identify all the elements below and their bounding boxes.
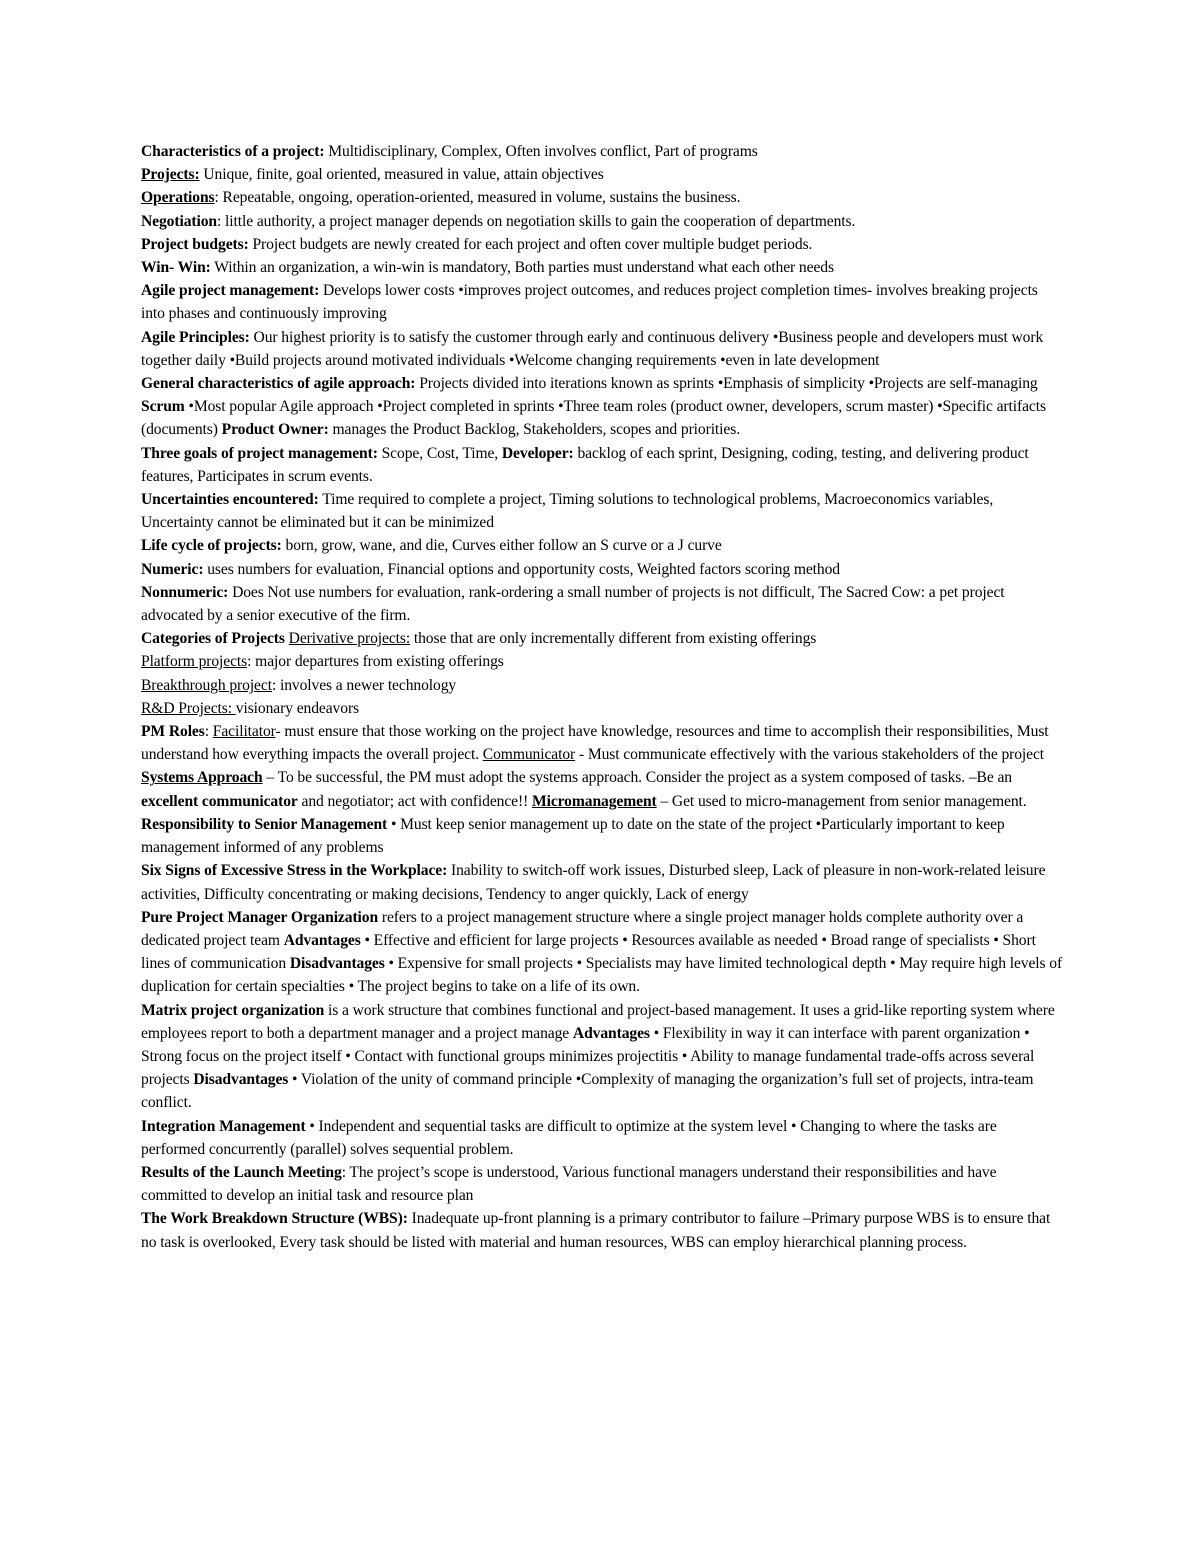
subterm-underlined: Breakthrough project bbox=[141, 676, 272, 694]
document-page bbox=[141, 140, 1063, 1254]
term-heading: Agile Principles: bbox=[141, 328, 250, 346]
agile-principles-paragraph bbox=[141, 326, 1063, 372]
launch-meeting-paragraph bbox=[141, 1161, 1063, 1207]
paragraph-text: • Flexibility in way it can interface with parent organization • Strong focus on the project itself • Contact with functional groups minimizes projectitis • Ability to manage fundamental trade-offs across several projects bbox=[141, 1024, 1035, 1089]
projects-paragraph bbox=[141, 163, 1063, 186]
paragraph-text: Inadequate up-front planning is a primary contributor to failure –Primary purpose WBS is to ensure that no task is overlooked, Every task should be listed with material and human resources, WBS can employ hierarchical planning process. bbox=[141, 1210, 1051, 1251]
term-heading: Product Owner: bbox=[221, 421, 329, 439]
stress-paragraph bbox=[141, 859, 1063, 905]
term-heading: Six Signs of Excessive Stress in the Workplace: bbox=[141, 862, 448, 880]
pure-pm-org-paragraph bbox=[141, 906, 1063, 999]
paragraph-text: - Must communicate effectively with the various stakeholders of the project bbox=[575, 746, 1045, 764]
paragraph-text: • Independent and sequential tasks are difficult to optimize at the system level • Changing to where the tasks are performed concurrently (parallel) solves sequential problem. bbox=[141, 1117, 997, 1158]
term-heading: Characteristics of a project: bbox=[141, 143, 325, 160]
paragraph-text: Time required to complete a project, Timing solutions to technological problems, Macroeconomics variables, Uncertainty cannot be eliminated but it can be minimized bbox=[141, 491, 994, 532]
nonnumeric-paragraph bbox=[141, 581, 1063, 627]
term-heading: Uncertainties encountered: bbox=[141, 491, 319, 509]
agile-pm-paragraph bbox=[141, 279, 1063, 325]
term-heading: Operations bbox=[141, 189, 215, 207]
paragraph-text: Develops lower costs •improves project outcomes, and reduces project completion times- involves breaking projects into phases and continuously improving bbox=[141, 282, 1038, 323]
term-heading: General characteristics of agile approach: bbox=[141, 375, 416, 393]
paragraph-text: born, grow, wane, and die, Curves either follow an S curve or a J curve bbox=[281, 537, 722, 555]
paragraph-text: Scope, Cost, Time, bbox=[377, 444, 502, 462]
term-heading: Life cycle of projects: bbox=[141, 537, 282, 555]
paragraph-text: Within an organization, a win-win is mandatory, Both parties must understand what each other needs bbox=[210, 259, 834, 277]
term-heading: Developer: bbox=[501, 444, 574, 462]
paragraph-text: : Repeatable, ongoing, operation-oriented, measured in volume, sustains the business. bbox=[214, 189, 741, 207]
term-heading: Win- Win: bbox=[141, 259, 211, 277]
subterm-underlined: Facilitator bbox=[212, 723, 276, 741]
operations-paragraph bbox=[141, 186, 1063, 209]
bold-phrase: excellent communicator bbox=[141, 792, 298, 810]
term-heading: Categories of Projects bbox=[141, 630, 285, 648]
pm-roles-paragraph bbox=[141, 720, 1063, 766]
term-heading: Three goals of project management: bbox=[141, 444, 378, 462]
uncertainties-paragraph bbox=[141, 488, 1063, 534]
term-heading: Matrix project organization bbox=[141, 1001, 325, 1019]
bold-phrase: Advantages bbox=[283, 931, 361, 949]
paragraph-text: visionary endeavors bbox=[235, 699, 360, 717]
wbs-paragraph bbox=[141, 1207, 1063, 1253]
lifecycle-paragraph bbox=[141, 534, 1063, 557]
general-agile-paragraph bbox=[141, 372, 1063, 395]
paragraph-text: manages the Product Backlog, Stakeholders, scopes and priorities. bbox=[328, 421, 740, 439]
paragraph-text: Unique, finite, goal oriented, measured in value, attain objectives bbox=[199, 166, 604, 184]
term-heading: Nonnumeric: bbox=[141, 583, 229, 601]
responsibility-paragraph bbox=[141, 813, 1063, 859]
rnd-paragraph bbox=[141, 697, 1063, 720]
term-heading: Numeric: bbox=[141, 560, 204, 578]
paragraph-text: Our highest priority is to satisfy the customer through early and continuous delivery •Business people and developers must work together daily •Build projects around motivated individuals •Welcome changing requirements •even in late development bbox=[141, 328, 1044, 369]
term-heading: The Work Breakdown Structure (WBS): bbox=[141, 1210, 408, 1228]
paragraph-text: refers to a project management structure where a single project manager holds complete authority over a dedicated project team bbox=[141, 908, 1024, 949]
term-heading: Negotiation bbox=[141, 212, 217, 230]
bold-phrase: Advantages bbox=[572, 1024, 650, 1042]
characteristics-paragraph bbox=[141, 140, 1063, 163]
paragraph-text: those that are only incrementally different from existing offerings bbox=[410, 630, 817, 648]
paragraph-text: • Violation of the unity of command principle •Complexity of managing the organization’s full set of projects, intra-team conflict. bbox=[141, 1071, 1034, 1112]
paragraph-text: and negotiator; act with confidence!! bbox=[297, 792, 532, 810]
paragraph-text: : bbox=[204, 723, 213, 741]
paragraph-text: – To be successful, the PM must adopt the systems approach. Consider the project as a system composed of tasks. –Be an bbox=[262, 769, 1012, 787]
paragraph-text: • Must keep senior management up to date on the state of the project •Particularly important to keep management informed of any problems bbox=[141, 815, 1005, 857]
term-heading: Responsibility to Senior Management bbox=[141, 815, 388, 833]
budgets-paragraph bbox=[141, 233, 1063, 256]
categories-paragraph bbox=[141, 627, 1063, 650]
paragraph-text: Does Not use numbers for evaluation, rank-ordering a small number of projects is not difficult, The Sacred Cow: a pet project advocated by a senior executive of the firm. bbox=[141, 583, 1005, 625]
paragraph-text: : little authority, a project manager depends on negotiation skills to gain the cooperation of departments. bbox=[217, 212, 856, 230]
term-heading: Results of the Launch Meeting bbox=[141, 1163, 342, 1181]
term-heading: PM Roles bbox=[141, 723, 205, 741]
paragraph-text: Multidisciplinary, Complex, Often involves conflict, Part of programs bbox=[324, 143, 758, 160]
negotiation-paragraph bbox=[141, 210, 1063, 233]
bold-phrase: Disadvantages bbox=[289, 955, 385, 973]
paragraph-text: Project budgets are newly created for each project and often cover multiple budget periods. bbox=[248, 235, 813, 253]
paragraph-text: is a work structure that combines functional and project-based management. It uses a grid-like reporting system where employees report to both a department manager and a project manage bbox=[141, 1001, 1055, 1042]
scrum-paragraph bbox=[141, 395, 1063, 441]
subterm-underlined: R&D Projects: bbox=[141, 699, 236, 717]
winwin-paragraph bbox=[141, 256, 1063, 279]
platform-paragraph bbox=[141, 650, 1063, 673]
paragraph-text: - must ensure that those working on the project have knowledge, resources and time to accomplish their responsibilities, Must understand how everything impacts the overall project. bbox=[141, 723, 1049, 764]
subterm-underlined: Derivative projects: bbox=[288, 630, 411, 648]
paragraph-text: uses numbers for evaluation, Financial options and opportunity costs, Weighted factors scoring method bbox=[203, 560, 840, 578]
integration-paragraph bbox=[141, 1115, 1063, 1161]
paragraph-text: : involves a newer technology bbox=[271, 676, 457, 694]
numeric-paragraph bbox=[141, 558, 1063, 581]
systems-approach-paragraph bbox=[141, 766, 1063, 812]
term-heading: Micromanagement bbox=[531, 792, 657, 810]
three-goals-paragraph bbox=[141, 442, 1063, 488]
term-heading: Integration Management bbox=[141, 1117, 306, 1135]
subterm-underlined: Platform projects bbox=[141, 653, 248, 671]
matrix-org-paragraph bbox=[141, 999, 1063, 1115]
term-heading: Project budgets: bbox=[141, 235, 249, 253]
paragraph-text: •Most popular Agile approach •Project completed in sprints •Three team roles (product owner, developers, scrum master) •Specific artifacts (documents) bbox=[141, 398, 1046, 439]
subterm-underlined: Communicator bbox=[482, 746, 576, 764]
term-heading: Pure Project Manager Organization bbox=[141, 908, 379, 926]
term-heading: Agile project management: bbox=[141, 282, 320, 300]
breakthrough-paragraph bbox=[141, 674, 1063, 697]
paragraph-text: • Effective and efficient for large projects • Resources available as needed • Broad range of specialists • Short lines of communication bbox=[141, 931, 1036, 973]
paragraph-text: • Expensive for small projects • Specialists may have limited technological depth • May require high levels of duplication for certain specialties • The project begins to take on a life of its own. bbox=[141, 955, 1063, 996]
term-heading: Scrum bbox=[141, 398, 185, 416]
paragraph-text: backlog of each sprint, Designing, coding, testing, and delivering product features, Participates in scrum events. bbox=[141, 444, 1029, 485]
paragraph-text: – Get used to micro-management from senior management. bbox=[656, 792, 1027, 810]
term-heading: Projects: bbox=[141, 166, 200, 184]
paragraph-text: : major departures from existing offerings bbox=[247, 653, 504, 671]
paragraph-text: Projects divided into iterations known as sprints •Emphasis of simplicity •Projects are self-managing bbox=[415, 375, 1038, 393]
term-heading: Systems Approach bbox=[141, 769, 263, 787]
bold-phrase: Disadvantages bbox=[193, 1071, 289, 1089]
paragraph-text: : The project’s scope is understood, Various functional managers understand their responsibilities and have committed to develop an initial task and resource plan bbox=[141, 1163, 997, 1205]
paragraph-text: Inability to switch-off work issues, Disturbed sleep, Lack of pleasure in non-work-related leisure activities, Difficulty concentrating or making decisions, Tendency to anger quickly, Lack of energy bbox=[141, 862, 1046, 903]
